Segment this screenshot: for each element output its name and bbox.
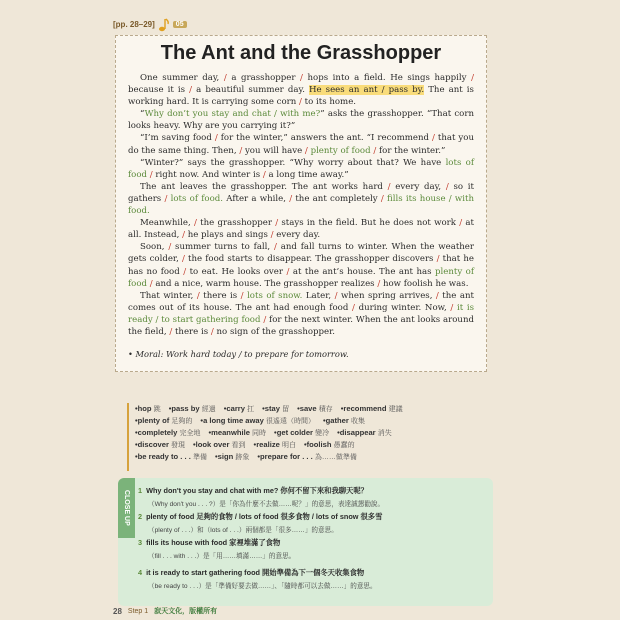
story-paragraph: Soon, / summer turns to fall, / and fall turns to winter. When the weather gets colder, / the food starts to disappear. The grasshopper discovers / that he has no food / to eat. He looks over / at the ant’s house. The ant has plenty of food / and a nice, warm house. The grasshopper realizes / how foolish he was. xyxy=(128,242,475,289)
vocab-meaning: 收集 xyxy=(350,418,365,425)
audio-track-number: 05 xyxy=(173,21,187,28)
vocab-word: •hop xyxy=(135,404,154,413)
vocab-word: •discover xyxy=(135,440,172,449)
close-up-item xyxy=(138,568,377,590)
vocab-word: •get colder xyxy=(274,428,316,437)
vocab-item xyxy=(274,427,329,439)
vocab-item xyxy=(208,427,266,439)
vocab-word: •be ready to . . . xyxy=(135,452,193,461)
story-paragraph: Meanwhile, / the grasshopper / stays in the field. But he does not work / at all. Instead, / he plays and sings / every day. xyxy=(128,218,474,241)
vocab-item xyxy=(200,415,315,427)
vocab-word: •gather xyxy=(322,416,351,425)
story-panel xyxy=(115,35,487,372)
vocab-word: •completely xyxy=(135,428,180,437)
item-phrase: plenty of food 足夠的食物 / lots of food 很多食物 / lots of snow 很多雪 xyxy=(146,512,383,521)
vocab-meaning: 明白 xyxy=(281,442,296,449)
story-moral: • Moral: Work hard today / to prepare for tomorrow. xyxy=(128,349,349,359)
vocab-item xyxy=(193,439,246,451)
vocab-row xyxy=(129,439,494,451)
item-explanation: （Why don't you . . . ?）是「你為什麼不去做……呢？」的意思，表達誠懇勸說。 xyxy=(148,501,385,508)
vocab-item xyxy=(323,415,365,427)
item-number: 4 xyxy=(138,568,143,577)
vocab-meaning: 愚蠢的 xyxy=(333,442,355,449)
vocab-item xyxy=(135,451,207,463)
vocab-meaning: 跳 xyxy=(153,406,161,413)
vocab-word: •carry xyxy=(223,404,248,413)
item-explanation: （fill . . . with . . .）是「用……填滿……」的意思。 xyxy=(148,553,296,560)
vocab-meaning: 準備 xyxy=(192,454,207,461)
story-paragraph: “I’m saving food / for the winter,” answers the ant. “I recommend / that you do the same thing. Then, / you will have / plenty of food / for the winter.” xyxy=(128,133,474,156)
page-range: [pp. 28–29] xyxy=(113,20,155,29)
vocab-meaning: 為……做準備 xyxy=(314,454,357,461)
page-reference xyxy=(113,18,187,31)
vocab-item xyxy=(257,451,357,463)
vocab-item xyxy=(262,403,289,415)
vocab-item xyxy=(224,403,254,415)
story-title: The Ant and the Grasshopper xyxy=(160,42,442,64)
vocab-meaning: 同時 xyxy=(252,430,267,437)
vocab-item xyxy=(169,403,216,415)
vocab-item xyxy=(254,439,296,451)
vocab-meaning: 完全地 xyxy=(179,430,201,437)
item-number: 1 xyxy=(138,486,143,495)
item-phrase: Why don't you stay and chat with me? 你何不留下來和我聊天呢？ xyxy=(146,486,368,495)
vocab-word: •plenty of xyxy=(135,416,172,425)
vocab-word: •pass by xyxy=(168,404,202,413)
vocab-word: •recommend xyxy=(340,404,389,413)
story-body xyxy=(128,72,474,338)
vocab-row xyxy=(129,415,494,427)
item-explanation: （be ready to . . .）是「準備好要去做……」、「隨時都可以去做……」的意思。 xyxy=(148,583,377,590)
story-paragraph: “Winter?” says the grasshopper. “Why worry about that? We have lots of food / right now. And winter is / a long time away.” xyxy=(128,157,474,180)
vocab-meaning: 建議 xyxy=(388,406,403,413)
vocab-meaning: 很遙遠（時間） xyxy=(265,418,315,425)
vocab-item xyxy=(135,403,161,415)
vocab-row xyxy=(129,403,494,415)
item-number: 3 xyxy=(138,538,143,547)
vocab-item xyxy=(135,427,200,439)
vocab-item xyxy=(337,427,392,439)
vocab-word: •realize xyxy=(253,440,282,449)
vocab-word: •sign xyxy=(214,452,236,461)
vocab-word: •stay xyxy=(262,404,283,413)
story-paragraph: One summer day, / a grasshopper / hops into a field. He sings happily / because it is / a beautiful summer day. He sees an ant / pass by. The ant is working hard. It is carrying some corn / to its home. xyxy=(128,73,474,108)
vocab-word: •disappear xyxy=(337,428,378,437)
item-phrase: fills its house with food 家裡堆滿了食物 xyxy=(146,538,281,547)
vocab-word: •a long time away xyxy=(200,416,266,425)
close-up-item xyxy=(138,512,382,534)
vocab-row xyxy=(129,451,494,463)
vocab-meaning: 積存 xyxy=(318,406,333,413)
vocab-meaning: 足夠的 xyxy=(171,418,193,425)
item-number: 2 xyxy=(138,512,143,521)
vocab-row xyxy=(129,427,494,439)
close-up-item xyxy=(138,538,295,560)
vocab-item xyxy=(341,403,403,415)
step-label: Step 1 xyxy=(127,607,149,615)
publisher-brand: 寂天文化，版權所有 xyxy=(154,608,218,615)
vocab-item xyxy=(135,415,192,427)
story-paragraph: That winter, / there is / lots of snow. Later, / when spring arrives, / the ant comes out of its house. The ant had enough food / during winter. Now, / it is ready / to start gathering food / for the next winter. When the ant looks around the field, / there is / no sign of the grasshopper. xyxy=(128,290,475,337)
vocab-word: •prepare for . . . xyxy=(257,452,315,461)
close-up-panel xyxy=(118,478,493,606)
vocab-meaning: 留 xyxy=(282,406,290,413)
vocab-item xyxy=(304,439,355,451)
vocab-item xyxy=(297,403,333,415)
vocab-item xyxy=(135,439,185,451)
story-paragraph: “Why don’t you stay and chat / with me?” asks the grasshopper. “That corn looks heavy. Why are you carrying it?” xyxy=(128,109,474,132)
vocab-word: •look over xyxy=(193,440,232,449)
item-phrase: it is ready to start gathering food 開始準備為下一個冬天收集食物 xyxy=(146,568,365,577)
vocab-meaning: 經過 xyxy=(201,406,216,413)
vocab-word: •foolish xyxy=(303,440,334,449)
story-paragraph: The ant leaves the grasshopper. The ant works hard / every day, / so it gathers / lots of food. After a while, / the ant completely / fills its house / with food. xyxy=(128,181,474,217)
vocab-meaning: 發現 xyxy=(171,442,186,449)
vocab-word: •meanwhile xyxy=(208,428,253,437)
item-explanation: （plenty of . . .）和（lots of . . .）兩個都是「很多……」的意思。 xyxy=(148,527,338,534)
page-footer xyxy=(113,606,217,616)
music-note-icon xyxy=(158,18,170,32)
vocab-meaning: 扛 xyxy=(247,406,255,413)
vocab-meaning: 看到 xyxy=(231,442,246,449)
close-up-item xyxy=(138,486,384,508)
page-number: 28 xyxy=(113,606,122,616)
vocab-meaning: 消失 xyxy=(377,430,392,437)
vocabulary-box xyxy=(127,403,494,471)
vocab-meaning: 跡象 xyxy=(235,454,250,461)
vocab-meaning: 變冷 xyxy=(315,430,330,437)
vocab-word: •save xyxy=(297,404,319,413)
vocab-item xyxy=(215,451,249,463)
close-up-tab: CLOSE UP xyxy=(118,478,135,538)
